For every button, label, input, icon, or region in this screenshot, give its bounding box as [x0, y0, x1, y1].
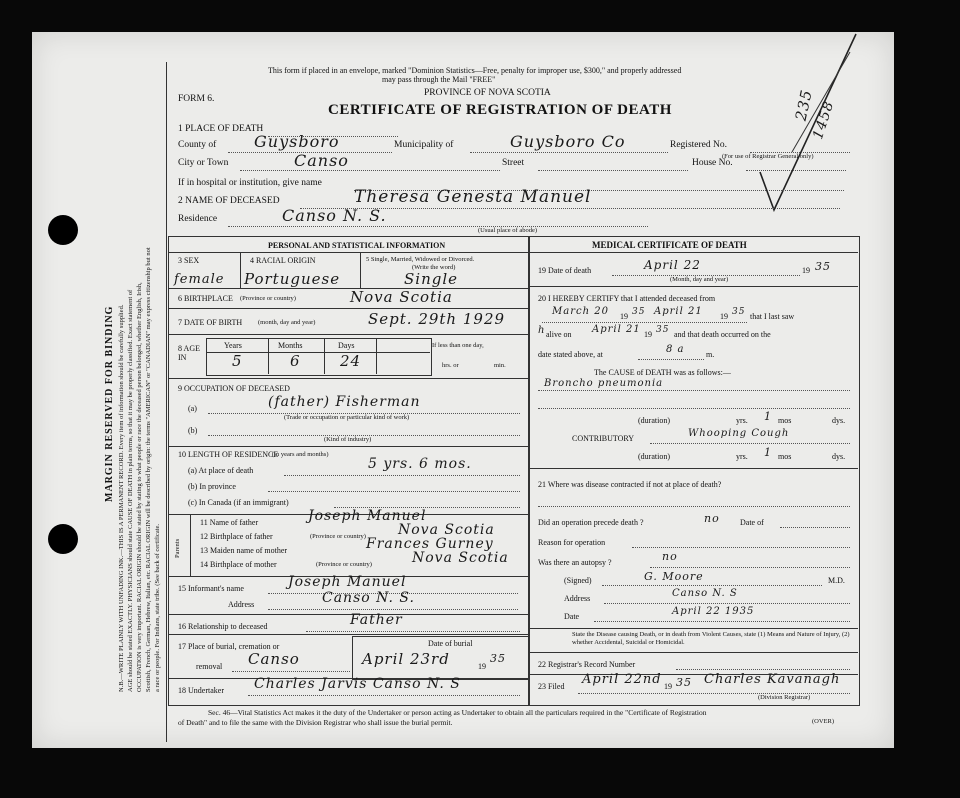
- margin-instructions-5: a race or people. For Indians, state tribe. (See back of certificate.: [154, 523, 161, 692]
- burial-year: 35: [490, 652, 506, 665]
- contrib-yrs-label: yrs.: [736, 452, 748, 461]
- age-label: 8 AGE IN: [178, 344, 200, 362]
- residence-length-label: 10 LENGTH OF RESIDENCE: [178, 450, 279, 459]
- margin-instructions-2: AGE should be stated EXACTLY. PHYSICIANS should state CAUSE OF DEATH in plain terms, so that it may be properly classified. Exact statement of: [127, 289, 134, 692]
- occupation-b: (b): [188, 426, 198, 435]
- personal-header: PERSONAL AND STATISTICAL INFORMATION: [268, 241, 446, 250]
- margin-instructions-1: N.B.—WRITE PLAINLY WITH UNFADING INK.—THIS IS A PERMANENT RECORD. Every item of information should be carefully supplied.: [118, 304, 125, 692]
- binding-hole-bottom: [48, 524, 78, 554]
- margin-label: MARGIN RESERVED FOR BINDING: [104, 305, 115, 502]
- father-birth-note: (Province or country): [310, 533, 366, 540]
- informant-address-value: Canso N. S.: [322, 590, 415, 606]
- municipality-label: Municipality of: [394, 140, 454, 150]
- date-of-death-label: 19 Date of death: [538, 266, 592, 275]
- removal-label: removal: [196, 662, 223, 671]
- residence-c: (c) In Canada (if an immigrant): [188, 498, 289, 507]
- to-year-prefix: 19: [720, 312, 728, 321]
- alive-year: 35: [656, 325, 670, 335]
- county-value: Guysboro: [254, 132, 340, 151]
- contributory-value: Whooping Cough: [688, 428, 790, 439]
- last-saw-label: that I last saw: [750, 312, 795, 321]
- parents-label: Parents: [174, 538, 181, 558]
- months-label: Months: [278, 341, 303, 350]
- father-birth-label: 12 Birthplace of father: [200, 532, 273, 541]
- binding-hole-top: [48, 215, 78, 245]
- mail-notice-2: may pass through the Mail "FREE": [382, 75, 496, 84]
- dob-label: 7 DATE OF BIRTH: [178, 318, 243, 327]
- date-stated-label: date stated above, at: [538, 350, 603, 359]
- death-year-value: 35: [815, 260, 831, 273]
- from-year-prefix: 19: [620, 312, 628, 321]
- less-than-day-label: If less than one day,: [432, 342, 484, 349]
- signed-date-label: Date: [564, 612, 580, 621]
- footer-over: (OVER): [812, 718, 835, 725]
- racial-label: 4 RACIAL ORIGIN: [250, 256, 316, 265]
- death-occurred-label: and that death occurred on the: [674, 330, 771, 339]
- md-label: M.D.: [828, 576, 845, 585]
- dob-value: Sept. 29th 1929: [368, 310, 506, 328]
- age-days: 24: [340, 352, 362, 370]
- alive-prefix: h: [538, 325, 546, 336]
- contrib-mos-label: mos: [778, 452, 792, 461]
- hrs-label: hrs. or: [442, 362, 459, 369]
- autopsy-value: no: [662, 550, 678, 563]
- to-year: 35: [732, 307, 746, 317]
- province-heading: PROVINCE OF NOVA SCOTIA: [424, 88, 551, 98]
- from-year: 35: [632, 307, 646, 317]
- undertaker-value: Charles Jarvis Canso N. S: [254, 676, 461, 692]
- sex-label: 3 SEX: [178, 256, 200, 265]
- registrar-signature: Charles Kavanagh: [704, 672, 841, 687]
- racial-value: Portuguese: [244, 270, 341, 288]
- signed-date-value: April 22 1935: [672, 606, 755, 617]
- father-label: 11 Name of father: [200, 518, 259, 527]
- occupation-value: (father) Fisherman: [268, 394, 421, 410]
- birthplace-label: 6 BIRTHPLACE: [178, 294, 233, 303]
- father-value: Joseph Manuel: [308, 508, 427, 524]
- father-birth-value: Nova Scotia: [398, 522, 495, 538]
- municipality-value: Guysboro Co: [510, 132, 626, 151]
- mother-birth-label: 14 Birthplace of mother: [200, 560, 277, 569]
- marital-note: (Write the word): [412, 264, 456, 271]
- death-year-prefix: 19: [802, 266, 810, 275]
- residence-length-note: (in years and months): [272, 451, 329, 458]
- cause-mos-label: mos: [778, 416, 792, 425]
- alive-on-label: alive on: [546, 330, 572, 339]
- industry-note: (Kind of industry): [324, 436, 372, 443]
- cause-duration-label: (duration): [638, 416, 670, 425]
- age-months: 6: [290, 352, 301, 370]
- alive-year-prefix: 19: [644, 330, 652, 339]
- check-mark-icon: [752, 32, 862, 212]
- burial-label: 17 Place of burial, cremation or: [178, 642, 280, 651]
- footer-section-46: Sec. 46—Vital Statistics Act makes it the duty of the Undertaker or person acting as Undertaker to obtain all the particulars required in the "Certificate of Registration: [208, 708, 707, 717]
- residence-b: (b) In province: [188, 482, 236, 491]
- burial-year-prefix: 19: [478, 662, 486, 671]
- residence-note: (Usual place of abode): [478, 227, 538, 234]
- city-value: Canso: [294, 151, 349, 170]
- physician-address-value: Canso N. S: [672, 588, 738, 599]
- cause-duration-mos: 1: [764, 410, 772, 423]
- residence-a-value: 5 yrs. 6 mos.: [368, 456, 472, 472]
- min-label: min.: [494, 362, 506, 369]
- burial-date-label: Date of burial: [428, 639, 473, 648]
- operation-label: Did an operation precede death ?: [538, 518, 644, 527]
- signed-label: (Signed): [564, 576, 592, 585]
- mother-birth-value: Nova Scotia: [412, 550, 509, 566]
- registered-note: (For use of Registrar General only): [722, 153, 814, 160]
- date-of-death-value: April 22: [644, 258, 701, 272]
- informant-label: 15 Informant's name: [178, 584, 244, 593]
- cause-dys-label: dys.: [832, 416, 846, 425]
- contracted-label: 21 Where was disease contracted if not at place of death?: [538, 480, 722, 489]
- operation-value: no: [704, 512, 720, 525]
- cause-yrs-label: yrs.: [736, 416, 748, 425]
- mother-birth-note: (Province or country): [316, 561, 372, 568]
- mother-label: 13 Maiden name of mother: [200, 546, 288, 555]
- form-number: FORM 6.: [178, 94, 215, 104]
- county-label: County of: [178, 140, 217, 150]
- contrib-duration-mos: 1: [764, 446, 772, 459]
- m-label: m.: [706, 350, 715, 359]
- years-label: Years: [224, 341, 242, 350]
- burial-date: April 23rd: [362, 650, 450, 668]
- birthplace-value: Nova Scotia: [350, 288, 453, 306]
- place-of-death-label: 1 PLACE OF DEATH: [178, 124, 264, 134]
- informant-address-label: Address: [228, 600, 255, 609]
- contributory-label: CONTRIBUTORY: [572, 434, 635, 443]
- reason-label: Reason for operation: [538, 538, 606, 547]
- city-label: City or Town: [178, 158, 229, 168]
- certify-label: 20 I HEREBY CERTIFY that I attended deceased from: [538, 294, 716, 303]
- sex-value: female: [174, 272, 225, 287]
- alive-on-date: April 21: [592, 324, 641, 335]
- informant-value: Joseph Manuel: [288, 574, 407, 590]
- street-label: Street: [502, 158, 525, 168]
- deceased-name-label: 2 NAME OF DECEASED: [178, 196, 280, 206]
- filed-label: 23 Filed: [538, 682, 565, 691]
- attended-to: April 21: [654, 306, 703, 317]
- filed-date: April 22nd: [582, 672, 662, 687]
- margin-instructions-4: Scottish, French, German, Hebrew, Italian, etc. RACIAL ORIGIN will be described by origin: the terms "AMERICAN" or "CANADIAN" may express citizenship but not: [145, 247, 152, 692]
- relationship-value: Father: [350, 612, 403, 628]
- attended-from: March 20: [552, 306, 609, 317]
- date-of-death-note: (Month, day and year): [670, 276, 729, 283]
- occupation-note: (Trade or occupation or particular kind of work): [284, 414, 410, 421]
- op-date-label: Date of: [740, 518, 764, 527]
- signed-value: G. Moore: [644, 570, 704, 583]
- marital-label: 5 Single, Married, Widowed or Divorced.: [366, 256, 475, 263]
- relationship-label: 16 Relationship to deceased: [178, 622, 268, 631]
- registrar-note: (Division Registrar): [758, 694, 811, 701]
- occupation-a: (a): [188, 404, 197, 413]
- birthplace-note: (Province or country): [240, 295, 296, 302]
- filed-year: 35: [676, 676, 692, 689]
- burial-place: Canso: [248, 650, 300, 668]
- residence-a: (a) At place of death: [188, 466, 254, 475]
- dob-note: (month, day and year): [258, 319, 316, 326]
- hospital-label: If in hospital or institution, give name: [178, 178, 322, 188]
- residence-label: Residence: [178, 214, 218, 224]
- page-title: CERTIFICATE OF REGISTRATION OF DEATH: [328, 102, 672, 118]
- footer-section-46-2: of Death" and to file the same with the Division Registrar who shall issue the burial permit.: [178, 718, 453, 727]
- certificate-paper: [32, 32, 894, 748]
- margin-instructions-3: OCCUPATION is very important. RACIAL ORIGIN should be stated by stating to what people or race the deceased person belonged, whether English, Irish,: [136, 282, 143, 692]
- contrib-duration-label: (duration): [638, 452, 670, 461]
- physician-address-label: Address: [564, 594, 591, 603]
- cause-label: The CAUSE of DEATH was as follows:—: [594, 368, 731, 377]
- undertaker-label: 18 Undertaker: [178, 686, 224, 695]
- residence-value: Canso N. S.: [282, 206, 387, 225]
- days-label: Days: [338, 341, 355, 350]
- marital-value: Single: [404, 270, 459, 288]
- contrib-dys-label: dys.: [832, 452, 846, 461]
- autopsy-label: Was there an autopsy ?: [538, 558, 612, 567]
- deceased-name: Theresa Genesta Manuel: [354, 187, 592, 207]
- medical-header: MEDICAL CERTIFICATE OF DEATH: [592, 240, 747, 250]
- stamp-number-2: 1458: [810, 98, 838, 142]
- mail-notice: This form if placed in an envelope, marked "Dominion Statistics—Free, penalty for improper use, $300," and properly addressed: [268, 66, 682, 75]
- cause-value: Broncho pneumonia: [544, 378, 664, 389]
- time-of-death: 8 a: [666, 344, 685, 355]
- house-no-label: House No.: [692, 158, 733, 168]
- occupation-label: 9 OCCUPATION OF DECEASED: [178, 384, 290, 393]
- violent-causes-note: State the Disease causing Death, or in death from Violent Causes, state (1) Means and Nature of Injury, (2) whether Accidental, Suicidal or Homicidal.: [572, 631, 850, 646]
- registered-no-label: Registered No.: [670, 140, 727, 150]
- record-number-label: 22 Registrar's Record Number: [538, 660, 636, 669]
- filed-year-prefix: 19: [664, 682, 672, 691]
- age-years: 5: [232, 352, 243, 370]
- stamp-number: 235: [791, 87, 816, 123]
- mother-value: Frances Gurney: [366, 536, 494, 552]
